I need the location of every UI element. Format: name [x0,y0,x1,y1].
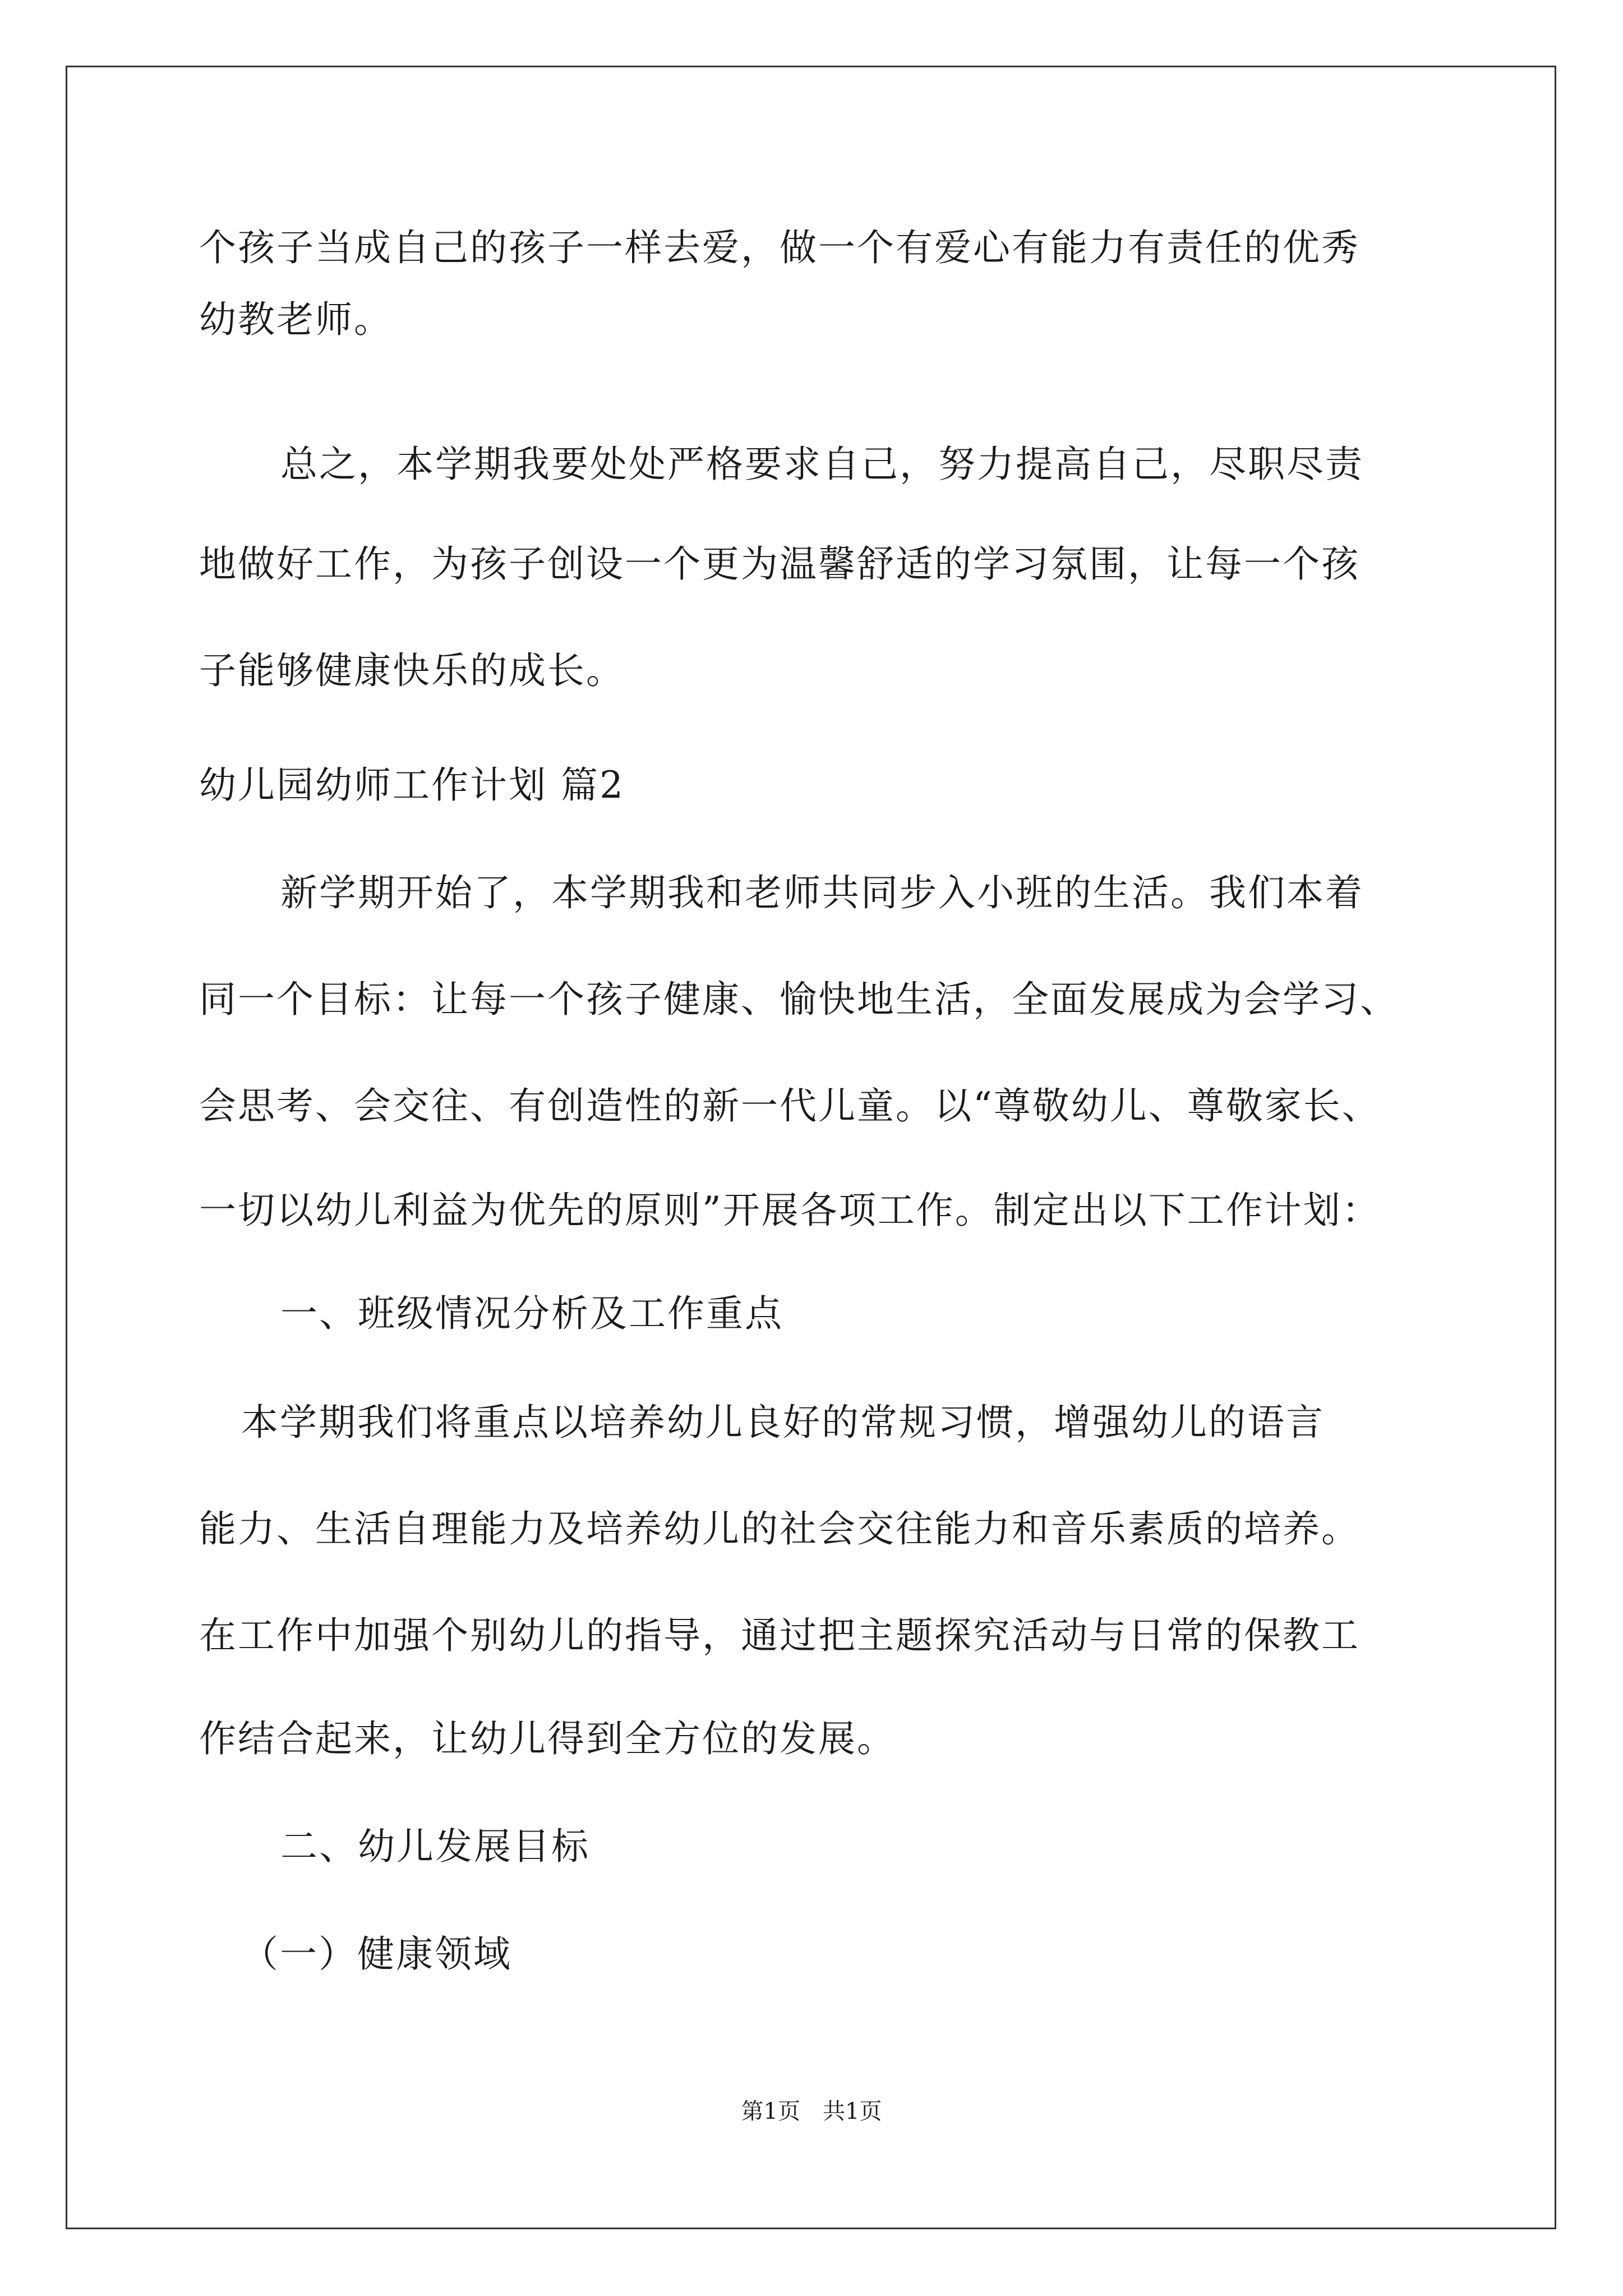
text-line: 同一个目标：让每一个孩子健康、愉快地生活，全面发展成为会学习、 [199,978,1399,1021]
subheading: 一、班级情况分析及工作重点 [280,1292,783,1335]
text-line: 会思考、会交往、有创造性的新一代儿童。以“尊敬幼儿、尊敬家长、 [199,1084,1381,1128]
text-line: 幼教老师。 [199,298,393,341]
page-footer [0,2098,1623,2125]
page-number: 第1页 [741,2099,800,2124]
text-line: 能力、生活自理能力及培养幼儿的社会交往能力和音乐素质的培养。 [199,1507,1360,1550]
subheading: 二、幼儿发展目标 [280,1825,590,1868]
section-title: 幼儿园幼师工作计划 篇2 [199,763,625,807]
text-line: 个孩子当成自己的孩子一样去爱，做一个有爱心有能力有责任的优秀 [199,226,1360,269]
text-line: 新学期开始了，本学期我和老师共同步入小班的生活。我们本着 [280,871,1364,914]
page-total: 共1页 [823,2099,882,2124]
text-line: 地做好工作，为孩子创设一个更为温馨舒适的学习氛围，让每一个孩 [199,542,1360,586]
page-border [66,66,1556,2229]
text-line: 总之，本学期我要处处严格要求自己，努力提高自己，尽职尽责 [280,443,1364,486]
text-line: 子能够健康快乐的成长。 [199,649,625,692]
text-line: 一切以幼儿利益为优先的原则”开展各项工作。制定出以下工作计划： [199,1189,1381,1232]
text-line: 在工作中加强个别幼儿的指导，通过把主题探究活动与日常的保教工 [199,1614,1360,1657]
text-line: 作结合起来，让幼儿得到全方位的发展。 [199,1717,896,1760]
subheading: （一）健康领域 [241,1932,512,1976]
text-line: 本学期我们将重点以培养幼儿良好的常规习惯，增强幼儿的语言 [241,1401,1325,1444]
